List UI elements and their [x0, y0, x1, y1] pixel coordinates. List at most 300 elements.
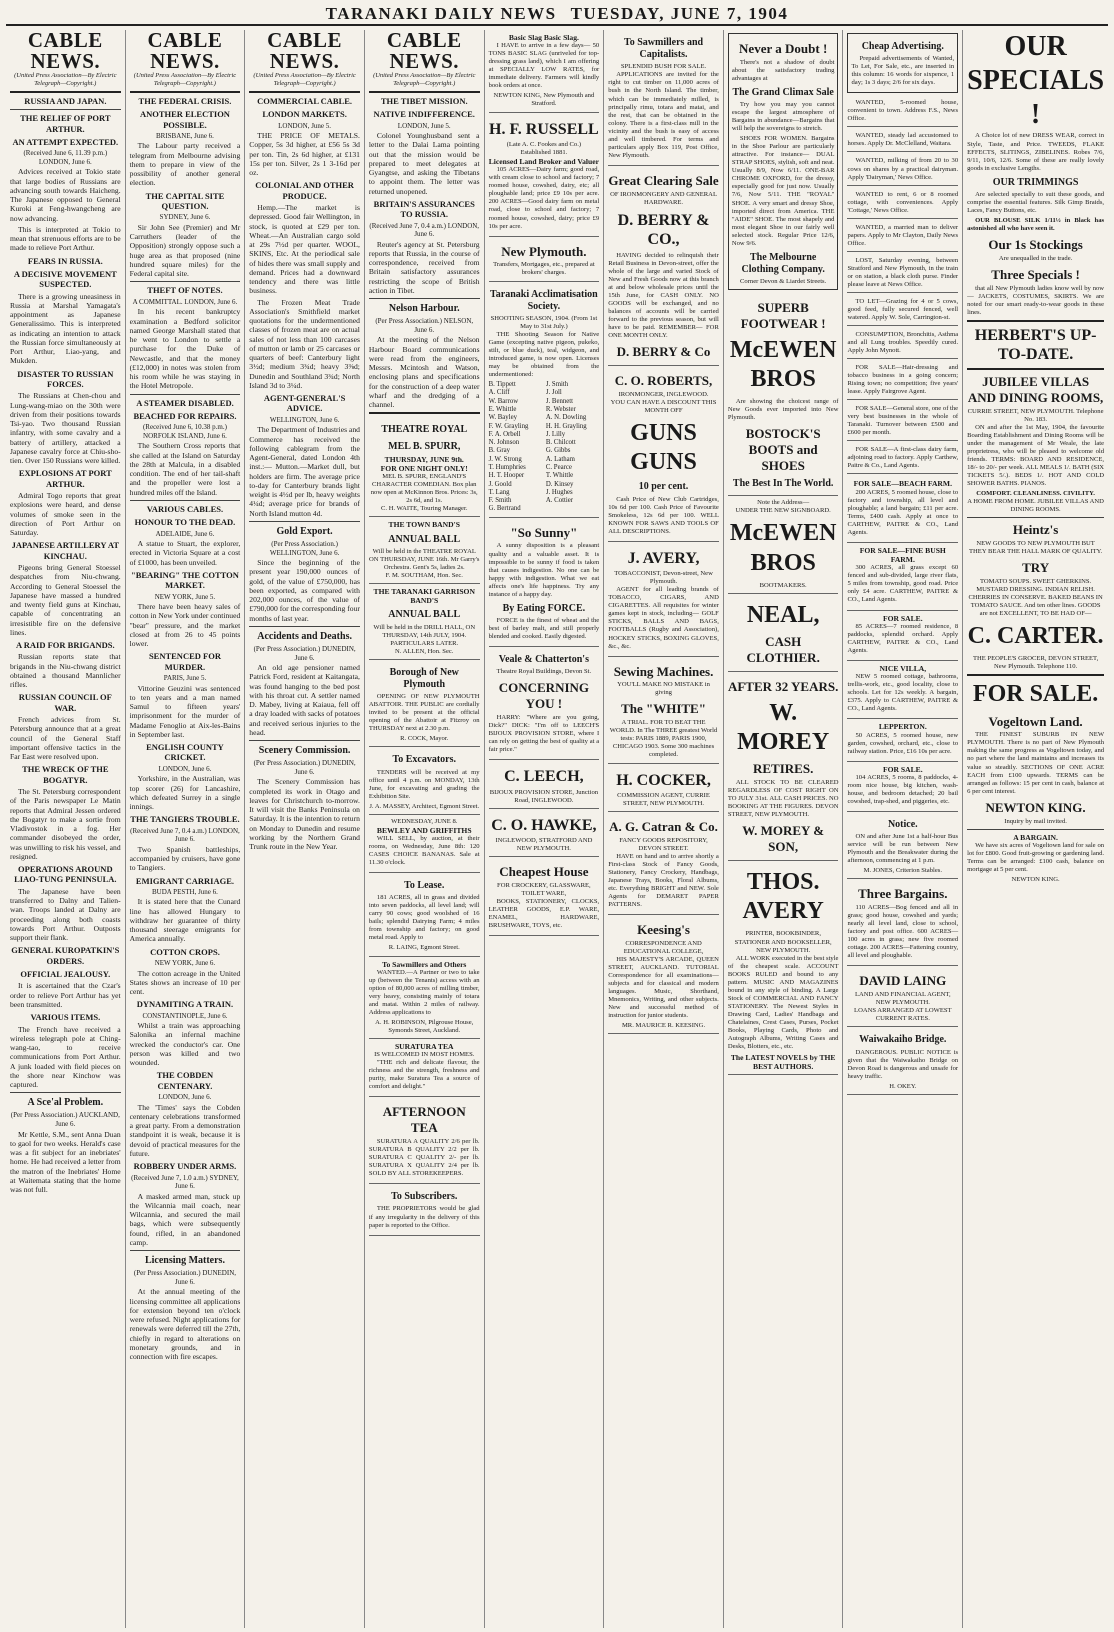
article-text: The Southern Cross reports that she called at the Island on Saturday the 28th at Malcula, in a disabled condition. The end of her tail-shaft and the propeller were lost a hundred miles off the Island.	[129, 441, 241, 497]
ad-text: AGENT for all leading brands of TOBACCO, CIGARS, AND CIGARETTES. All requisites for winter games kept in stock, including— GOLF STICKS, BALLS AND BAGS, FOOTBALLS (Rugby and Association), HOCKEY STICKS, BOXING GLOVES, &c., &c.	[608, 586, 719, 650]
ad-title: HERBERT'S UP-TO-DATE.	[974, 326, 1097, 364]
ad-subtitle: THE PEOPLE'S GROCER, DEVON STREET, New Plymouth. Telephone 110.	[972, 655, 1099, 671]
ad-text: 181 ACRES, all in grass and divided into seven paddocks, all level land; will carry 90 cows; good woolshed of 16 bails; splendid Dairying Farm; 4 miles from township and factory; on good metal road. Apply to	[368, 894, 480, 942]
ad-date: THURSDAY, JUNE 9th.	[384, 454, 464, 464]
ad-text: UNDER THE NEW SIGNBOARD.	[735, 507, 831, 515]
ad-title: THEATRE ROYAL	[381, 424, 468, 436]
classified-ad: LOST, Saturday evening, between Stratford and New Plymouth, in the train or on station, a black cloth purse. Finder please leave at News Office.	[847, 254, 958, 293]
ad-title: J. AVERY,	[627, 549, 700, 567]
ad-title: To Lease.	[404, 880, 445, 892]
article-text: French advices from St. Petersburg announce that at a great council of the General Staff important offensive tactics in the Far East were resolved upon.	[10, 715, 121, 762]
column-4	[365, 30, 485, 1628]
ad-signature: R. COCK, Mayor.	[400, 735, 449, 743]
article-heading: A DECISIVE MOVEMENT SUSPECTED.	[13, 268, 117, 290]
article-heading: COTTON CROPS.	[150, 946, 220, 957]
ad-heading: Our 1s Stockings	[988, 236, 1083, 252]
ad-subtitle: Corner Devon & Liardet Streets.	[740, 278, 827, 286]
ad-keesing	[608, 915, 719, 1034]
ad-mcewen-address	[728, 496, 839, 594]
ad-title: H. F. RUSSELL	[489, 120, 599, 138]
ad-title: Sewing Machines.	[613, 663, 714, 679]
ad-subtitle: OF IRONMONGERY AND GENERAL HARDWARE.	[610, 190, 717, 206]
article-heading: ROBBERY UNDER ARMS.	[133, 1161, 237, 1172]
ad-text: Are showing the choicest range of New Goods ever imported into New Plymouth.	[727, 398, 839, 422]
ad-subtitle: INGLEWOOD, STRATFORD AND NEW PLYMOUTH.	[495, 837, 593, 853]
ad-title: NEAL,	[746, 601, 820, 628]
article-heading: Accidents and Deaths.	[257, 630, 352, 642]
article-text: The Russians at Chen-chou and Lung-wang-miao on the 30th were driven from their positions towards Tsi-yao. Two thousand Russian infantry, with some cavalry and a battery of artillery, attacked a Japanese cavalry force at Chiu-sho-tien. Over 150 Russians were killed.	[10, 391, 121, 466]
article-text: There is a growing uneasiness in Russia at Marshal Yamagata's appointment as Japanese Generalissimo. This is interpreted as indicating an intention to attack the Russian force simultaneously at Port Arthur, Liao-yang, and Mukden.	[10, 291, 121, 366]
licensee-name: A. Cliff	[488, 389, 510, 397]
ad-text: OUR BLOUSE SILK 1/11½ in Black has astonished all who have seen it.	[967, 216, 1105, 232]
ad-headline: The "WHITE"	[621, 701, 706, 717]
article-text: The Labour party received a telegram from Melbourne advising them to prepare in view of the possibility of another general election.	[129, 141, 241, 188]
licensee-name: E. Whittle	[488, 405, 517, 413]
ad-title: THE TARANAKI GARRISON BAND'S	[373, 586, 475, 606]
ad-text: 104 ACRES, 5 rooms, 8 paddocks, 4-room nice house, big kitchen, wash-house, and bedroom detached; 20 bail cowshed, trap-shed, and piggeries, etc.	[847, 773, 959, 805]
ad-title: The Melbourne Clothing Company.	[741, 251, 825, 275]
licensee-name: J. Bennett	[545, 397, 574, 405]
ad-signature: H. OKEY.	[889, 1082, 917, 1090]
article-heading: VARIOUS ITEMS.	[30, 1012, 101, 1023]
ad-nice-villa	[847, 661, 958, 719]
ad-sawmillers	[369, 957, 480, 1040]
article-text: Pigeons bring General Stoessel despatches from Niu-chwang. According to General Stoessel the Japanese have massed a hundred and twenty field guns at Kinchau, capable of concentrating an irresistible fire on the defensive lines.	[10, 563, 121, 637]
column-3	[245, 30, 365, 1628]
ad-theatre	[369, 417, 480, 517]
ad-text: OPENING OF NEW PLYMOUTH ABATTOIR. THE PUBLIC are cordially invited to be present at the official opening of the Abattoir at Fitzroy on THURSDAY next at 2.30 p.m.	[368, 693, 480, 733]
ad-title: A. G. Catran & Co.	[609, 819, 718, 835]
ad-subtitle: BOOTMAKERS.	[759, 581, 807, 589]
ad-veale-chatterton	[489, 647, 600, 760]
ad-title: THE TOWN BAND'S	[388, 520, 460, 530]
ad-title: LEPPERTON.	[878, 722, 927, 732]
article-subheading: LONDON MARKETS.	[262, 109, 347, 120]
article-text: The 'Times' says the Cobden centenary celebrations transformed a great party. From a demonstration standpoint it is weak, because it is devoid of practical measures for the future.	[129, 1102, 241, 1158]
ad-catran	[608, 812, 719, 915]
dateline: NEW YORK, June 6.	[154, 959, 216, 968]
ad-text: DANGEROUS. PUBLIC NOTICE is given that the Waiwakaiho Bridge on Devon Road is dangerous and unsafe for heavy traffic.	[847, 1048, 959, 1080]
ad-leech	[489, 760, 600, 809]
ad-headline: W. MOREY	[737, 699, 830, 755]
ad-borough	[369, 660, 480, 748]
classified-ad: WANTED, 5-roomed house, convenient to town. Address F.S., News Office.	[847, 96, 958, 127]
ad-date: WEDNESDAY, JUNE 8.	[391, 817, 458, 825]
credit-line: (United Press Association—By Electric Telegraph—Copyright.)	[373, 72, 476, 87]
dateline: NEW YORK, June 5.	[154, 592, 216, 601]
dateline: (Received June 7, 0.4 a.m.) LONDON, June 6.	[369, 221, 480, 239]
licensee-name: J. Smith	[545, 381, 569, 389]
ad-text: Note the Address—	[757, 499, 810, 507]
ad-text: 300 ACRES, all grass except 60 fenced and sub-divided, large river flats, 5 miles from township, good road. Price only £4 acre. CARTHEW, PAITRE & CO., Land Agents.	[847, 564, 959, 604]
ad-text: MEL B. SPURR, ENGLAND'S CHARACTER COMEDIAN. Box plan now open at McKinnon Bros. Prices: 3s, 2s 6d, and 1s.	[370, 473, 478, 505]
licensee-name: H. T. Hooper	[488, 472, 525, 480]
ad-text: 50 ACRES, 5 roomed house, new garden, cowshed, orchard, etc., close to railway station. Price, £16 10s per acre.	[847, 731, 959, 755]
classified-ad: TO LET—Grazing for 4 or 5 cows, good feed, fully secured fenced, well watered. Apply W. Sole, Carrington-st.	[847, 295, 958, 326]
ad-signature: NEWTON KING.	[985, 799, 1086, 815]
ad-title: To Sawmillers and Capitalists.	[623, 37, 704, 61]
ad-thos-avery	[728, 861, 839, 1076]
licensee-name: R. Webster	[545, 405, 576, 413]
article-text: Yorkshire, in the Australian, was top scorer (26) for Lancashire, which defeated Surrey in a single innings.	[129, 774, 241, 812]
ad-subtitle: RETIRES.	[753, 761, 814, 777]
ad-text: LOANS ARRANGED AT LOWEST CURRENT RATES.	[854, 1007, 952, 1023]
ad-text: HAVING decided to relinquish their Retail Business in Devon-street, offer the whole of the large and varied Stock of New and Fresh Goods now at this branch at and below wholesale prices until the 15th June, for CASH ONLY. NO GOODS will be exchanged, and no balances of accounts will be carried forward to the previous season, but will have to be paid. REMEMBER— FOR ONE MONTH ONLY.	[608, 251, 719, 340]
article-heading: GENERAL KUROPATKIN'S ORDERS.	[11, 945, 120, 966]
article-text: There have been heavy sales of cotton in New York under continued "bear" pressure, and the market closed at from 26 to 45 points lower.	[129, 602, 241, 649]
ad-text: Are unequalled in the trade.	[998, 254, 1073, 262]
credit-line: (United Press Association—By Electric Telegraph—Copyright.)	[133, 72, 237, 87]
ad-bush-farm	[847, 543, 958, 611]
dateline: ADELAIDE, June 6.	[155, 529, 215, 538]
ad-date: SHOOTING SEASON, 1904. (From 1st May to 31st July.)	[490, 314, 598, 330]
ad-title: To Sawmillers and Others	[382, 959, 467, 969]
ad-text: HARRY: "Where are you going, Dick?" DICK: "I'm off to LEECH'S BIJOUX PROVISION STORE, where I can rely on getting the best of quality at a fair price."	[488, 713, 600, 754]
licensee-name: F. Smith	[488, 497, 512, 505]
article-text: At the annual meeting of the licensing committee all applications for extension beyond ten o'clock were refused. Night applications for renewals were deferred till the 27th, chiefly in regard to alterations on monetary grounds, and in connection with fire escapes.	[129, 1287, 241, 1362]
ad-headline: The Grand Climax Sale	[732, 86, 834, 98]
ad-basic-slag	[489, 30, 600, 113]
ad-text: 85 ACRES—7 roomed residence, 8 paddocks, splendid orchard. Apply CARTHEW, PAITRE & CO., Land Agents.	[847, 622, 959, 654]
article-subheading: AN ATTEMPT EXPECTED.	[12, 136, 119, 147]
ad-title: Keesing's	[637, 922, 690, 938]
ad-text: SHOES FOR WOMEN. Bargains in the Shoe Parlour are particularly attractive. For instance— DUAL STRAP SHOES, stylish, soft and neat. Usually 8/9, Now 6/11. ONE-BAR CHROME OXFORD, for the dressy, especially good for just now. Usually 7/6, Now 5/11. THE "ROYAL" SHOE. A very smart and dressy Shoe, imported direct from America. THE "AIDE" SHOE. The most shapely and most elegant Shoe in our fairly well selected stock. Regular Price 12/6, Now 9/6.	[731, 135, 835, 247]
ad-subtitle: BIJOUX PROVISION STORE, Junction Road, INGLEWOOD.	[489, 788, 599, 804]
dateline: (Received June 7, 1.0 a.m.) SYDNEY, June 6.	[131, 1173, 239, 1191]
ad-title: JUBILEE VILLAS AND DINING ROOMS,	[967, 373, 1104, 405]
ad-title: C. O. ROBERTS,	[614, 372, 713, 388]
ad-grand-climax	[728, 33, 839, 290]
ad-for-sale	[847, 611, 958, 661]
ad-text: THE Shooting Season for Native Game (excepting native pigeon, pukeko, stilt, or blue duck), teal, widgeon, and introduced game, is now open. Licenses may be obtained from the undermentioned:	[488, 330, 600, 379]
ad-avery-tobacconist	[608, 542, 719, 657]
masthead	[6, 4, 1108, 26]
licensee-name: G. Bertrand	[488, 505, 521, 513]
ad-text: APPLICATIONS are invited for the right to cut timber on 11,000 acres of bush in the North Island. The timber, which can be immediately milled, is principally rimu, totara and matai, and the rest, that can be obtained in the colony. There is a first-class mill in the vicinity and the bush is easy of access and well timbered. For terms and particulars apply Box 119, Post Office, New Plymouth.	[608, 71, 719, 159]
ad-text: Are selected specially to suit these goods, and comprise the essential features. Silk Gimp Braids, Laces, Fancy Buttons, etc.	[967, 190, 1105, 214]
article-text: Admiral Togo reports that great explosions were heard, and dense volumes of smoke seen in the direction of Port Arthur on Saturday.	[10, 491, 121, 538]
article-text: In his recent bankruptcy examination a Bedford solicitor named George Marshall stated that he went to London to settle a purchase for the Duke of Newcastle, and that the money (£12,000) in notes was stolen from his room while he was staying in the Hotel Metropole.	[129, 307, 241, 391]
ad-bush-sale	[608, 30, 719, 166]
ad-text: Transfers, Mortgages, etc., prepared at brokers' charges.	[493, 261, 595, 277]
ad-subtitle: FANCY GOODS REPOSITORY, DEVON STREET.	[619, 836, 708, 852]
ad-text: ALL STOCK TO BE CLEARED REGARDLESS OF COST RIGHT ON TO JULY 31st. ALL CASH PRICES. NO BOOKING AT THE FIGURES. DEVON STREET, NEW PLYMOUTH.	[727, 779, 839, 819]
dateline: (Per Press Association.) AUCKLAND, June 6.	[10, 1111, 120, 1128]
article-heading: COLONIAL AND OTHER PRODUCE.	[255, 180, 354, 201]
ad-text: Cash Price of New Club Cartridges, 10s 6d per 100. Cash Price of Favourite Smokeless, 12s 6d per 100. WELL KNOWN FOR SAWS AND TOOLS OF ALL DESCRIPTIONS.	[608, 495, 719, 535]
ad-text: 105 ACRES—Dairy farm; good road, with cream close to school and factory; 7 roomed house, cowshed, dairy, etc; all ploughable land; price £9 10s per acre. 200 ACRES—Good dairy farm on metal road, close to school and factory; 7 roomed house, cowshed, dairy; price £9 10s per acre.	[488, 166, 600, 230]
ad-title: FOR SALE—FINE BUSH FARM.	[859, 545, 946, 565]
ad-heading: Three Specials !	[991, 266, 1080, 282]
ad-signature: N. ALLEN, Hon. Sec.	[395, 647, 454, 655]
licensee-name: D. Kinsey	[545, 480, 574, 488]
dateline: A COMMITTAL. LONDON, June 6.	[132, 297, 238, 306]
ad-subtitle: PRINTER, BOOKBINDER, STATIONER AND BOOKSELLER, NEW PLYMOUTH.	[734, 930, 832, 954]
ad-title: Never a Doubt !	[739, 41, 828, 56]
ad-text: A sunny disposition is a pleasant quality and a valuable asset. It is impossible to be sunny if food is taken that causes indigestion. No one can be happy with indigestion. What we eat affects one's life happiness. Try any instance of a happy day.	[488, 542, 600, 598]
article-subheading: BEACHED FOR REPAIRS.	[133, 410, 237, 421]
column-heading: CABLE NEWS.	[27, 28, 103, 73]
section-heading: THE TIBET MISSION.	[380, 95, 468, 106]
columns	[6, 30, 1108, 1628]
article-text: Vittorine Geuzini was sentenced to ten years and a man named Samul to fifteen years' imprisonment for the murder of Madame Fenoglio at Aix-les-Bains in September last.	[129, 683, 241, 739]
ad-text: THE PROPRIETORS would be glad if any irregularity in the delivery of this paper is reported to the Office.	[368, 1205, 480, 1229]
article-text: It is stated here that the Cunard line has allowed Hungary to withdraw her guarantee of thirty thousand steerage emigrants for America annually.	[129, 897, 241, 944]
article-text: Sir John See (Premier) and Mr Carruthers (leader of the Opposition) strongly oppose such a huge area as that proposed (nine hundred square miles) for the Federal capital site.	[129, 222, 241, 279]
article-heading: OPERATIONS AROUND LIAO-TUNG PENINSULA.	[14, 864, 117, 885]
licensee-name: T. Whittle	[545, 472, 574, 480]
ad-title: Borough of New Plymouth	[389, 666, 459, 690]
article-heading: SENTENCED FOR MURDER.	[148, 651, 221, 672]
ad-title: H. COCKER,	[616, 771, 711, 789]
licensee-name: C. Pearce	[545, 463, 572, 471]
dateline: (Received June 7, 0.4 a.m.) LONDON, June 6.	[130, 826, 240, 844]
ad-text: HAVE on hand and to arrive shortly a First-class Stock of Fancy Goods, Stationery, Fancy Crockery, Handbags, Japanese Trays, Books, Floral Albums, etc. Everything BRIGHT and NEW. Sole Agents for DEMARET PAPER PATTERNS.	[608, 853, 719, 909]
article-text: This is interpreted at Tokio to mean that strenuous efforts are to be made to relieve Port Arthur.	[10, 224, 121, 253]
article-heading: THE RELIEF OF PORT ARTHUR.	[20, 113, 111, 134]
dateline: CONSTANTINOPLE, June 6.	[142, 1011, 228, 1020]
ad-title: To Excavators.	[392, 754, 456, 766]
article-text: At the meeting of the Nelson Harbour Board communications were read from the engineers, Messrs. Mcintosh and Watson, enclosing plans and specifications for the construction of a deep water wharf and the dredging of a channel.	[368, 335, 480, 410]
ad-subtitle: Vogeltown Land.	[988, 713, 1083, 729]
ad-text: BOOKS, STATIONERY, CLOCKS, LEATHER GOODS, E.P. WARE, ENAMEL, HARDWARE, BRUSHWARE, TOYS, etc.	[488, 898, 600, 930]
ad-text: A Choice lot of new DRESS WEAR, correct in Style, Taste, and Price. TWEEDS, FLAKE EFFECTS, SLITINGS, ZIBELINES. Robes 7/6, 9/11, 10/6, 12/6. Some of these are really lovely goods in exclusive Lengths.	[967, 132, 1105, 172]
article-text: A statue to Stuart, the explorer, erected in Victoria Square at a cost of £1000, has been unveiled.	[129, 539, 241, 567]
ad-text: ON and after June 1st a half-hour Bus service will be run between New Plymouth and the Breakwater during the afternoon, commencing at 1 p.m.	[847, 833, 959, 865]
licensee-name: J. W. Strong	[488, 455, 522, 463]
dateline: (Per Press Association.) DUNEDIN, June 6.	[253, 645, 356, 662]
ad-text: NEW GOODS TO NEW PLYMOUTH BUT THEY BEAR THE HALL MARK OF QUALITY.	[969, 539, 1103, 555]
ad-mcewen-footwear	[728, 293, 839, 496]
article-text: Since the beginning of the present year 190,000 ounces of gold, of the value of £750,000, has been exported, as compared with 202,000 ounces, of the value of £790,000 for the corresponding four months of last year.	[249, 558, 360, 623]
ad-headline: BOSTOCK'S BOOTS and SHOES	[745, 426, 821, 474]
dateline: LONDON, June 5.	[397, 121, 451, 130]
ad-subtitle: ANNUAL BALL	[388, 609, 461, 621]
ad-text: 200 ACRES, 5 roomed house, close to factory and township, all level and ploughable; a land bargain; £11 per acre. Terms, £400 cash. Apply at once to CARTHEW, PAITRE & CO., Land Agents.	[847, 488, 959, 536]
article-text: The cotton acreage in the United States shows an increase of 10 per cent.	[129, 968, 241, 997]
ad-text: FORCE is the finest of wheat and the best of barley malt, and still properly blended and cooked. Easily digested.	[488, 616, 600, 640]
licensee-name: J. Lilly	[545, 430, 566, 438]
ad-title: C. CARTER.	[967, 622, 1104, 649]
ad-signature: NEWTON KING.	[1011, 875, 1060, 883]
ad-text: YOU CAN HAVE A DISCOUNT THIS MONTH OFF	[610, 398, 717, 414]
ad-auction	[369, 815, 480, 873]
article-text: The Japanese have been transferred to Dalny and Talien-wan. Troops landed at Dalny are proceeding along both coasts towards Port Arthur. Outposts support their flank.	[10, 886, 121, 943]
credit-line: (United Press Association—By Electric Telegraph—Copyright.)	[253, 72, 356, 87]
ad-notice	[847, 812, 958, 879]
ad-morey	[728, 672, 839, 861]
ad-title: BEWLEY AND GRIFFITHS	[376, 825, 472, 835]
ad-signature: A. H. ROBINSON, Pilgrouse House, Symonds Street, Auckland.	[375, 1018, 474, 1034]
ad-headline: McEWEN BROS	[729, 520, 837, 576]
ad-bridge	[847, 1027, 958, 1094]
ad-text: A TRIAL. FOR TO BEAT THE WORLD. In The THREE greatest World tests: PARIS 1889, PARIS 1900, CHICAGO 1903. Some 300 machines completed.	[609, 719, 718, 759]
article-text: Colonel Younghusband sent a letter to the Dalai Lama pointing out that the mission would be prepared to meet delegates at Gyangtse, and asking the Tibetans to appoint them. The letter was returned unopened.	[368, 131, 480, 196]
ad-subtitle: (Late A. C. Fookes and Co.)	[506, 141, 582, 149]
ad-text: Try how you may you cannot escape the largest atmosphere of Bargains in abundance—Bargains that will help the sovereigns to stretch.	[731, 101, 835, 133]
classified-ad: WANTED, steady lad accustomed to horses. Apply Dr. McClelland, Waitara.	[847, 129, 958, 152]
licensee-name: F. W. Grayling	[488, 422, 529, 430]
ad-title: Basic Slag Basic Slag.	[508, 33, 579, 42]
dateline: (Received June 6, 11.39 p.m.) LONDON, June 6.	[23, 149, 108, 166]
article-text: It is ascertained that the Czar's order to relieve Port Arthur has yet been transmitted.	[10, 981, 121, 1009]
ad-afternoon-tea	[369, 1097, 480, 1184]
ad-text: A HOME FROM HOME. JUBILEE VILLAS AND DINING ROOMS.	[967, 497, 1104, 513]
column-1	[6, 30, 126, 1628]
ad-text: 110 ACRES—Bog fenced and all in grass; good house, cowshed and yards; nearly all level land, close to school, factory and post office. 600 ACRES—100 acres in grass; new five roomed cottage. 200 ACRES—Fattening country, all level and ploughable.	[847, 904, 959, 960]
column-7	[724, 30, 844, 1628]
ad-for-sale-2	[847, 762, 958, 812]
ad-text: THE FINEST SUBURB IN NEW PLYMOUTH. There is no part of New Plymouth making the same progress as Vogeltown today, and no part where the land maintains and increases its value so steadily. SECTIONS OF ONE ACRE EACH from £100 upwards. TERMS can be arranged as follows: 15 per cent in cash, balance at 6 per cent interest.	[967, 731, 1105, 795]
ad-text: WILL SELL, by auction, at their rooms, on Wednesday, June 8th: 120 CASES CHOICE BANANAS. Sale at 11.30 o'clock.	[368, 834, 480, 867]
article-heading: Licensing Matters.	[144, 1255, 225, 1267]
specials-heading: OUR SPECIALS !	[967, 31, 1105, 131]
ad-text: SURATURA A QUALITY 2/6 per lb. SURATURA B QUALITY 2/2 per lb. SURATURA C QUALITY 2/- per lb. SURATURA X QUALITY 2/4 per lb. SOLD BY ALL STOREKEEPERS.	[368, 1138, 480, 1178]
ad-text: ALL WORK executed in the best style of the cheapest scale. ACCOUNT BOOKS RULED and bound to any pattern. MUSIC AND MAGAZINES bound in any style of binding. A Large Stock of COMMERCIAL AND FANCY STATIONERY. The Newest Styles in Drawing Card, Ladies' Handbags and Chatelaines, Crest Cases, Purses, Pocket Books, Playing Cards, Photo and Autograph Albums, Writing Cases and Desks, Blotters, etc., etc.	[727, 954, 839, 1050]
ad-excavators	[369, 747, 480, 814]
ad-text: TENDERS will be received at my office until 4 p.m. on MONDAY, 13th June, for excavating and grading the Exhibition Site.	[368, 768, 480, 800]
licensee-name: F. A. Orbell	[488, 430, 521, 438]
classified-ad: WANTED to rent, 6 or 8 roomed cottage, with conveniences. Apply 'Cottage,' News Office.	[847, 188, 958, 219]
ad-text: YOU'LL MAKE NO MISTAKE in giving	[617, 681, 710, 697]
article-text: The French have received a wireless telegraph pole at Ching-wang-tao, to receive communications from Port Arthur. A junk loaded with field pieces on the shore near Kinchow was captured.	[10, 1024, 121, 1090]
ad-title: DAVID LAING	[859, 973, 947, 989]
dateline: (Per Press Association.) WELLINGTON, June 6.	[269, 540, 340, 557]
ad-headline: GUNS GUNS	[630, 419, 697, 476]
section-heading: THE FEDERAL CRISIS.	[138, 95, 232, 106]
ad-title: D. BERRY & CO.,	[617, 211, 710, 249]
article-heading: THE COBDEN CENTENARY.	[156, 1070, 214, 1091]
licensee-name: A. Latham	[545, 455, 575, 463]
ad-title: FOR SALE.	[882, 764, 923, 774]
article-text: Advices received at Tokio state that large bodies of Russians are advancing south towards Haicheng. The Japanese opposed to General Kuroki at Feng-hwangcheng are now advancing.	[10, 167, 121, 223]
column-9	[963, 30, 1108, 1628]
dateline: LONDON, June 5.	[278, 121, 332, 130]
ad-three-bargains	[847, 879, 958, 966]
ad-text: Will be held in the DRILL HALL, ON THURSDAY, 14th JULY, 1904. PARTICULARS LATER.	[373, 623, 476, 647]
article-text: Two Spanish battleships, accompanied by cruisers, have gone to Tangiers.	[129, 844, 241, 873]
section-heading: COMMERCIAL CABLE.	[257, 95, 353, 106]
ad-beach-farm	[847, 476, 958, 542]
ad-roberts	[608, 366, 719, 542]
licensee-name: J. Joll	[545, 389, 562, 397]
article-heading: THEFT OF NOTES.	[147, 285, 223, 296]
article-heading: Gold Export.	[276, 525, 333, 537]
ad-title: THOS. AVERY	[742, 868, 824, 925]
article-text: An old age pensioner named Patrick Ford, resident at Kaitangata, was found hanging to the bed post with his throat cut. A settler named D. Mabey, living at Kaiaua, fell off a dray loaded with sacks of potatoes and received serious injuries to the head.	[249, 663, 360, 737]
licensee-list	[489, 381, 600, 514]
column-5	[485, 30, 605, 1628]
licensee-name: H. H. Grayling	[545, 422, 587, 430]
ad-text: There's not a shadow of doubt about the satisfactory trading advantages at	[731, 58, 835, 82]
ad-title: FOR SALE.	[972, 681, 1099, 708]
article-text: The St. Petersburg correspondent of the Paris newspaper Le Matin reports that Admiral Jessen ordered the Bogatyr to make a sortie from Vladivostok in a fog. Her commander disobeyed the order, was unwilling to risk his vessel, and resigned.	[10, 787, 121, 861]
classified-ad: FOR SALE—A first-class dairy farm, adjoining road to factory. Apply Carthew, Paitre & Co., Land Agents.	[847, 443, 958, 474]
ad-russell	[489, 113, 600, 237]
article-text: THE PRICE OF METALS. Copper, 5s 3d higher, at £56 5s 3d per ton. Tin, 2s 6d higher, at £131 15s per ton. Silver, 2s 1 3-16d per oz.	[249, 131, 360, 178]
ad-title: Cheapest House	[499, 864, 589, 880]
dateline: PARIS, June 5.	[163, 674, 207, 683]
ad-text: TOMATO SOUPS. SWEET GHERKINS. MUSTARD DRESSING. INDIAN RELISH. CHERRIES IN CONSERVE. BAKED BEANS IN TOMATO SAUCE. And ten other lines. GOODS are not EXCELLENT, TO BE HAD OF—	[968, 577, 1103, 617]
ad-title: A BARGAIN.	[1013, 832, 1058, 842]
ad-title: New Plymouth.	[501, 243, 587, 259]
ad-title: "So Sunny"	[510, 524, 578, 540]
licensee-name: J. Hughes	[545, 488, 573, 496]
licensee-name: T. Humphries	[488, 463, 526, 471]
licensee-name: T. Lang	[488, 488, 510, 496]
ad-suratura	[369, 1039, 480, 1097]
dateline: LONDON, June 6.	[158, 764, 212, 773]
ad-text: HIS MAJESTY'S ARCADE, QUEEN STREET, AUCKLAND. TUTORIAL Correspondence for all examinations—subjects and for classical and modern languages. Music, Shorthand, Mnemonics, Writing, and other subjects. New and successful method of instruction for junior students.	[608, 956, 719, 1020]
classified-ad: FOR SALE—General store, one of the very best businesses in the whole of Taranaki. Turnover between £500 and £600 per month.	[847, 402, 958, 441]
ad-title: Three Bargains.	[858, 886, 948, 902]
article-text: The Department of Industries and Commerce has received the following cablegram from the Agent-General, dated London 4th inst.:— Mutton.—Market dull, but holders are firm. The average price to-day for Canterbury brands light weight is 4½d per lb, heavy weights 4¼d; average price for brands of North Island mutton 4d.	[249, 425, 360, 518]
dateline: (Per Press Association.) NELSON, June 6.	[375, 317, 474, 334]
ad-text: COMFORT. CLEANLINESS. CIVILITY.	[976, 489, 1095, 497]
licensee-name: B. Tippett	[488, 381, 516, 389]
ad-subtitle: MEL B. SPURR,	[388, 440, 461, 452]
ad-text: FOR ONE NIGHT ONLY!	[380, 464, 468, 473]
ad-lepperton	[847, 719, 958, 761]
ad-signature: C. H. WAITE, Touring Manager.	[381, 505, 468, 513]
ad-new-plymouth	[489, 237, 600, 282]
article-heading: EXPLOSIONS AT PORT ARTHUR.	[18, 468, 112, 489]
article-heading: THE WRECK OF THE BOGATYR.	[22, 764, 109, 785]
ad-so-sunny	[489, 518, 600, 647]
article-text: Hemp.—The market is depressed. Good fair Wellington, in stock, is quoted at £29 per ton. Wheat.—An Australian cargo sold at 29s 7½d per quarter. WOOL, SKINS, Etc. At the periodical sale of hides there was small supply and demand. Prices had a downward tendency and there was little business.	[249, 203, 360, 296]
ad-subtitle: IRONMONGER, INGLEWOOD.	[618, 390, 709, 398]
ad-subscribers	[369, 1184, 480, 1235]
ad-sewing-machines	[608, 657, 719, 764]
ad-text: "THE rich and delicate flavour, the richness and the strength, freshness and purity, make Suratura Tea a source of comfort and delight."	[368, 1059, 480, 1091]
ad-signature: W. MOREY & SON,	[742, 823, 825, 855]
article-subheading: NATIVE INDIFFERENCE.	[373, 109, 475, 120]
column-6	[604, 30, 724, 1628]
ad-text: The Best In The World.	[732, 478, 834, 490]
licensee-name: A. Cottier	[545, 497, 574, 505]
article-text: The Scenery Commission has completed its work in Otago and leaves for Christchurch to-morrow. It will visit the Banks Peninsula on Saturday. It is the intention to return on Monday to Dunedin and resume working by the Northern Grand Trunk route in the New Year.	[249, 777, 360, 852]
ad-title: SURATURA TEA	[394, 1042, 454, 1051]
ad-title: Cheap Advertising.	[861, 41, 944, 52]
article-heading: "BEARING" THE COTTON MARKET.	[131, 569, 239, 591]
article-text: Russian reports state that brigands in the Niu-chwang district obtained a thousand Mannlicher rifles.	[10, 652, 121, 690]
dateline: BRISBANE, June 6.	[155, 131, 214, 140]
credit-line: (United Press Association—By Electric Telegraph—Copyright.)	[14, 72, 117, 87]
ad-subtitle: SPLENDID BUSH FOR SALE.	[620, 63, 707, 71]
classified-ad: WANTED, a married man to deliver papers. Apply to Mr Clayton, Daily News Office.	[847, 221, 958, 252]
licensee-name: B. Gray	[488, 447, 511, 455]
ad-title: FOR SALE.	[882, 613, 923, 623]
ad-clearing-sale	[608, 166, 719, 366]
article-heading: ENGLISH COUNTY CRICKET.	[146, 742, 224, 763]
ad-title: Great Clearing Sale	[608, 172, 719, 188]
ad-text: WANTED.—A Partner or two to take up (between the Tenants) access with an option of 80,000 acres of milling timber, very heavy, consisting mainly of totara and matai. Within 2 miles of railway. Address applications to	[368, 968, 480, 1016]
section-heading: RUSSIA AND JAPAN.	[24, 95, 107, 106]
column-2	[126, 30, 246, 1628]
ad-signature: NEWTON KING, New Plymouth and Stratford.	[493, 92, 595, 108]
ad-title: C. LEECH,	[504, 768, 584, 786]
ad-town-band-ball	[369, 517, 480, 584]
licensee-name: W. Barrow	[488, 397, 519, 405]
article-heading: DISASTER TO RUSSIAN FORCES.	[17, 368, 114, 390]
article-heading: EMIGRANT CARRIAGE.	[135, 875, 234, 886]
ad-text: We have six acres of Vogeltown land for sale on lot for £800. Good fruit-growing or gardening land. Terms can be arranged: £100 cash, balance on mortgage at 5 per cent.	[967, 841, 1105, 873]
ad-subtitle: FOR CROCKERY, GLASSWARE, TOILET WARE,	[497, 882, 591, 898]
ad-heading: OUR TRIMMINGS	[992, 176, 1079, 188]
article-text: The Frozen Meat Trade Association's Smithfield market quotations for the undermentioned classes of frozen meat are on actual sales of not less than 100 carcases of mutton or lamb or 25 carcases or quarters of beef: Canterbury light 3½d; medium 3¾d; heavy 3⅜d; Dunedin and Southland 3¾d; North Island 3d to 3¼d.	[249, 297, 360, 390]
article-text: A masked armed man, stuck up the Wilcannia mail coach, near Wilcannia, and secured the mail bags, which were subsequently found, rifled, in an abandoned camp.	[129, 1191, 241, 1247]
masthead-date: TUESDAY, JUNE 7, 1904	[570, 4, 789, 23]
